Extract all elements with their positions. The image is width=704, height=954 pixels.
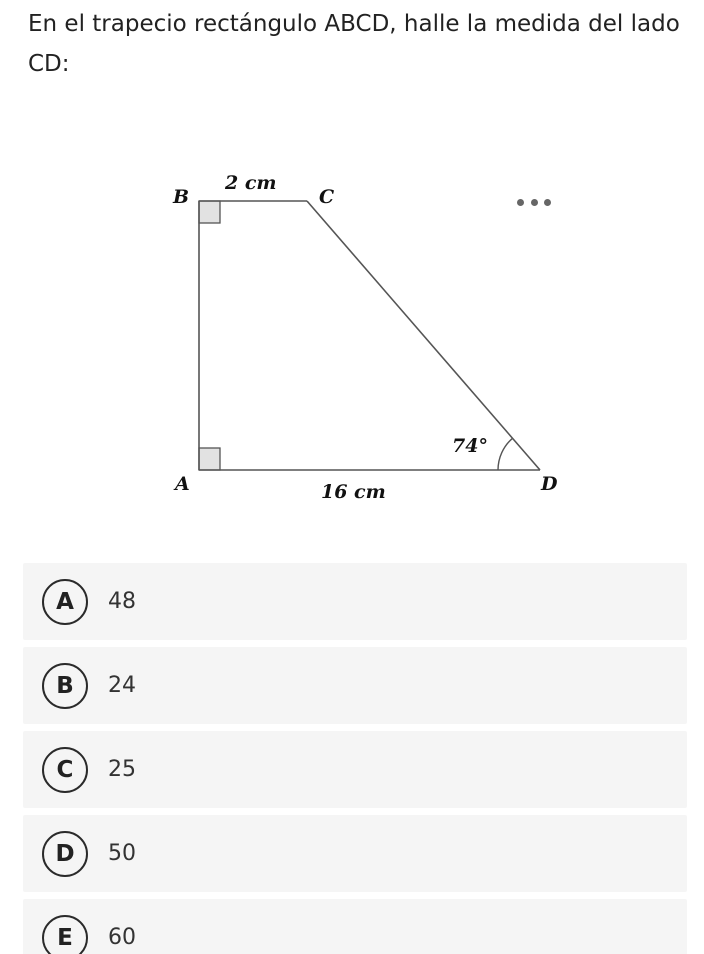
- option-e[interactable]: [23, 899, 687, 954]
- option-value: 60: [108, 925, 136, 950]
- vertex-label-a: A: [175, 473, 190, 495]
- option-c[interactable]: [23, 731, 687, 808]
- vertex-label-c: C: [319, 186, 335, 208]
- option-letter-badge: B: [42, 663, 88, 709]
- angle-arc-d: [498, 438, 513, 470]
- question-text: En el trapecio rectángulo ABCD, halle la medida del lado CD:: [28, 11, 680, 77]
- option-value: 50: [108, 841, 136, 866]
- option-letter-badge: C: [42, 747, 88, 793]
- answer-options: [23, 563, 687, 954]
- dot-icon: [517, 199, 524, 206]
- option-value: 24: [108, 673, 136, 698]
- option-value: 25: [108, 757, 136, 782]
- option-letter-badge: A: [42, 579, 88, 625]
- option-letter-badge: E: [42, 915, 88, 954]
- dot-icon: [531, 199, 538, 206]
- more-horizontal-icon[interactable]: [517, 196, 551, 208]
- dot-icon: [544, 199, 551, 206]
- side-cd: [307, 201, 540, 470]
- option-d[interactable]: [23, 815, 687, 892]
- top-base-label: 2 cm: [225, 172, 277, 194]
- right-angle-marker-a: [199, 448, 220, 470]
- vertex-label-b: B: [173, 186, 190, 208]
- option-letter-badge: D: [42, 831, 88, 877]
- right-angle-marker-b: [199, 201, 220, 223]
- angle-label: 74°: [452, 435, 488, 457]
- bottom-base-label: 16 cm: [321, 481, 386, 503]
- option-value: 48: [108, 589, 136, 614]
- vertex-label-d: D: [541, 473, 558, 495]
- option-a[interactable]: [23, 563, 687, 640]
- option-b[interactable]: [23, 647, 687, 724]
